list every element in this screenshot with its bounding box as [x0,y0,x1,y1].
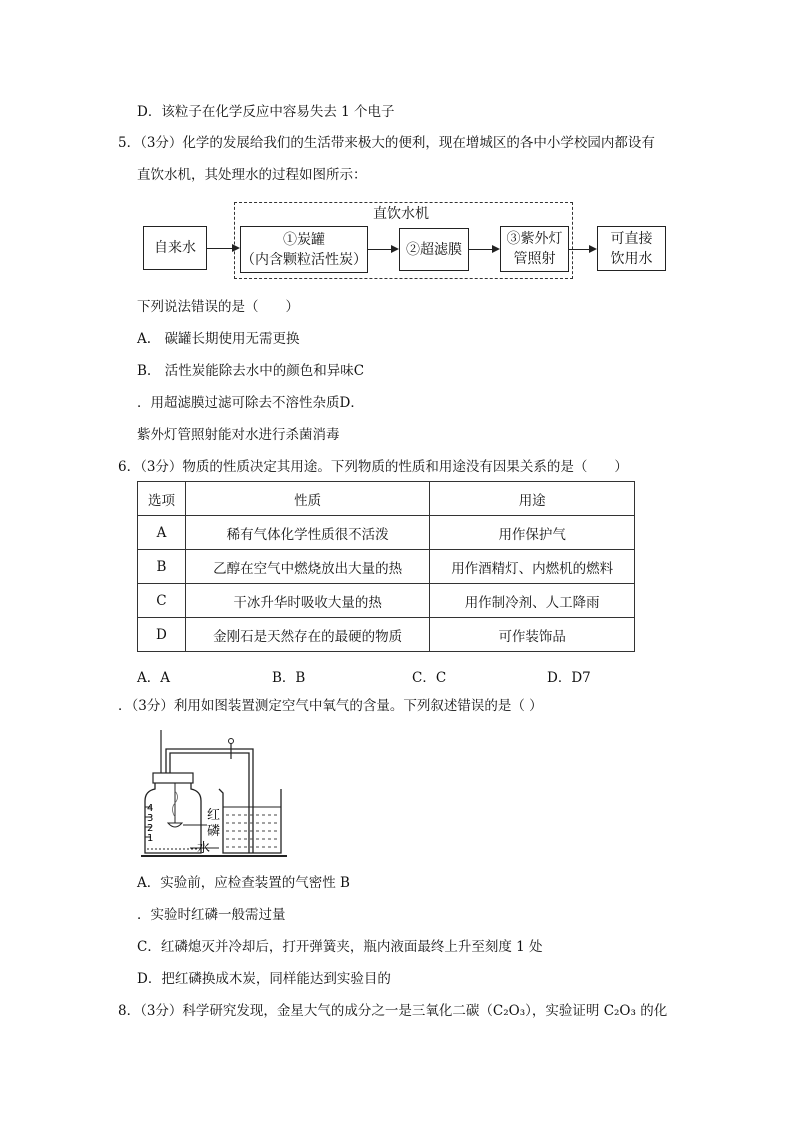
q5-option-a: A. 碳罐长期使用无需更换 [137,331,300,347]
arrow-2 [368,249,397,250]
q8-stem: 8．（3分）科学研究发现，金星大气的成分之一是三氧化二碳（C₂O₃），实验证明 C₂O₃ 的化 [118,1003,668,1019]
table-cell: D [138,618,186,652]
q5-option-c: ．用超滤膜过滤可除去不溶性杂质D． [137,395,364,411]
label-red: 红 [207,808,221,823]
header-option: 选项 [138,482,186,516]
q5-option-b: B. 活性炭能除去水中的颜色和异味C [137,363,365,379]
q6-table [137,481,635,652]
water-dispenser-title: 直饮水机 [373,206,429,222]
q5-stem-line1: 5．（3分）化学的发展给我们的生活带来极大的便利，现在增城区的各中小学校园内都设有 [118,135,655,151]
drinkable-water-label: 可直接 [610,230,653,247]
bottle-stopper [153,773,193,783]
tap-water-box [143,226,207,270]
label-phosphorus: 磷 [207,824,221,839]
q5-option-d: 紫外灯管照射能对水进行杀菌消毒 [137,427,340,443]
table-cell: 可作装饰品 [430,618,635,652]
arrow-1 [207,248,238,249]
uv-lamp-box [500,226,569,272]
table-cell: A [138,516,186,550]
tap-water-label: 自来水 [154,240,196,256]
scale-4: 4 [147,803,154,814]
scale-3: 3 [147,813,154,824]
table-row [138,584,635,618]
table-row [138,618,635,652]
table-cell: 用作保护气 [430,516,635,550]
q5-question: 下列说法错误的是（ ） [137,299,299,315]
q5-stem-line2: 直饮水机，其处理水的过程如图所示： [137,167,367,183]
uv-lamp-label: ③紫外灯 [506,231,563,247]
q4-option-d: D．该粒子在化学反应中容易失去 1 个电子 [137,104,395,120]
header-use: 用途 [430,482,635,516]
label-water: 水 [197,841,211,856]
ultrafiltration-label: ②超滤膜 [406,241,462,258]
carbon-tank-box [240,226,368,273]
scale-1: 1 [147,833,154,844]
q7-stem: ．（3分）利用如图装置测定空气中氧气的含量。下列叙述错误的是（ ） [118,698,543,714]
table-cell: 乙醇在空气中燃烧放出大量的热 [185,550,429,584]
table-cell: B [138,550,186,584]
gas-bottle [145,783,201,853]
q6-option-c: C．C [412,670,447,686]
q6-stem: 6．（3分）物质的性质决定其用途。下列物质的性质和用途没有因果关系的是（ ） [118,459,628,475]
q7-option-b: ．实验时红磷一般需过量 [137,907,286,923]
table-row [138,516,635,550]
carbon-tank-note: （内含颗粒活性炭） [241,251,367,268]
spring-clamp-head [229,739,234,744]
table-header-row [138,482,635,516]
q7-option-d: D．把红磷换成木炭，同样能达到实验目的 [137,971,391,987]
q6-option-a: A．A [137,670,170,686]
q7-option-c: C．红磷熄灭并冷却后，打开弹簧夹，瓶内液面最终上升至刻度 1 处 [137,939,543,955]
table-row [138,550,635,584]
table-cell: 用作制冷剂、人工降雨 [430,584,635,618]
q7-apparatus-figure [135,725,295,860]
table-cell: 稀有气体化学性质很不活泼 [185,516,429,550]
combustion-spoon [168,823,182,827]
table-cell: C [138,584,186,618]
drinkable-water-box [597,226,666,271]
arrow-4 [569,249,595,250]
q7-option-a: A．实验前，应检查装置的气密性 B [137,875,350,891]
beaker-water [226,815,278,847]
arrow-3 [469,249,498,250]
beaker [219,789,281,853]
q6-option-b: B．B [272,670,306,686]
q6-option-d: D．D7 [547,670,591,686]
drinkable-water-label-2: 饮用水 [610,250,653,267]
table-cell: 干冰升华时吸收大量的热 [185,584,429,618]
table-cell: 金刚石是天然存在的最硬的物质 [185,618,429,652]
table-cell: 用作酒精灯、内燃机的燃料 [430,550,635,584]
carbon-tank-label: ①炭罐 [283,231,325,248]
scale-2: 2 [147,823,154,834]
ultrafiltration-box [399,228,469,271]
uv-lamp-label-2: 管照射 [513,251,556,267]
header-property: 性质 [185,482,429,516]
